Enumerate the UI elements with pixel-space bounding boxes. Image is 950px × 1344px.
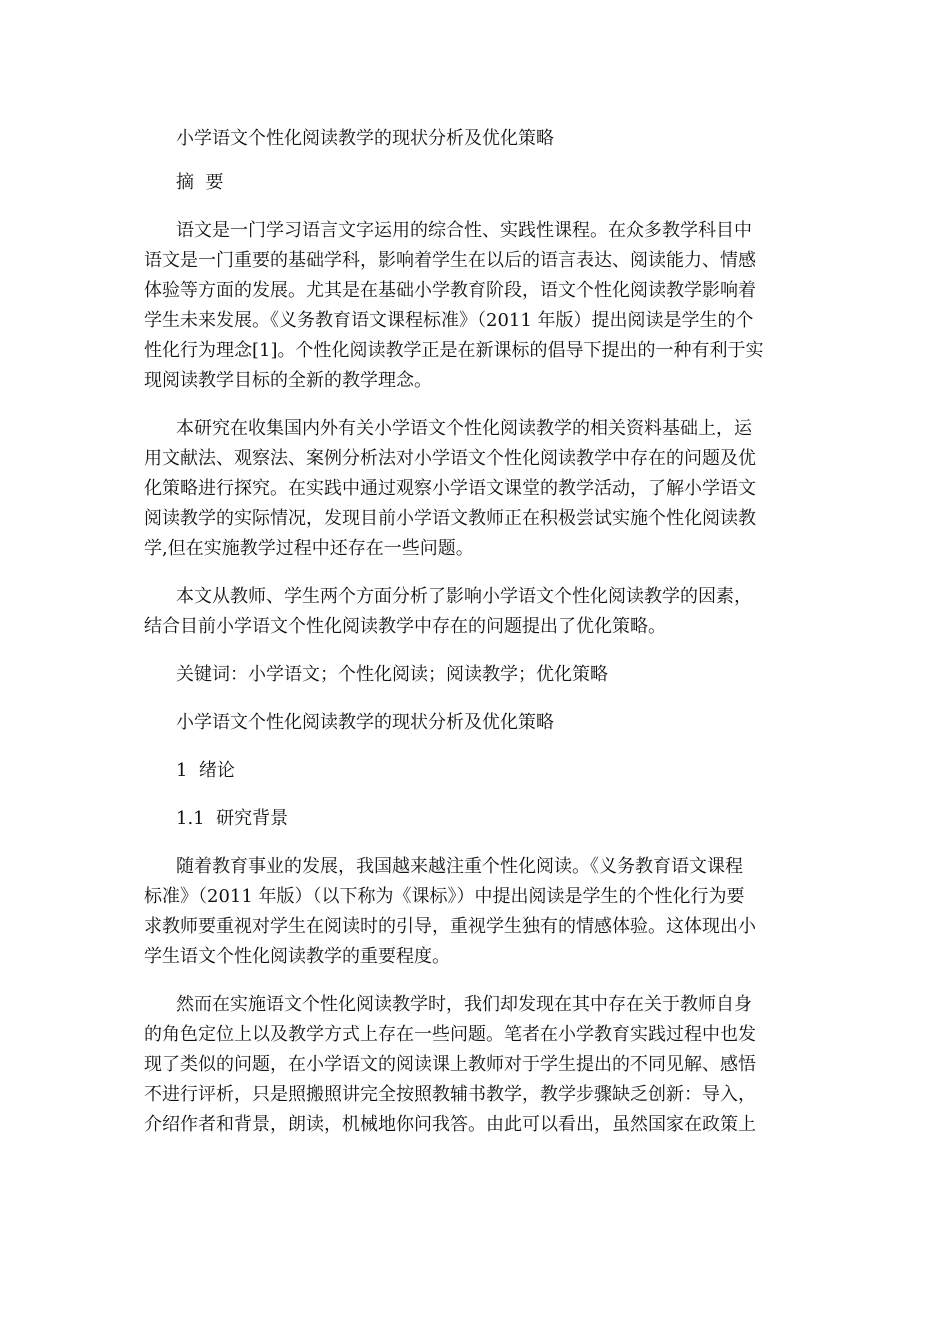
text-line: 语文是一门学习语言文字运用的综合性、实践性课程。在众多教学科目中 (176, 220, 752, 241)
text-line: 然而在实施语文个性化阅读教学时，我们却发现在其中存在关于教师自身 (176, 994, 752, 1015)
abstract-paragraph-1 (144, 216, 808, 396)
body-title: 小学语文个性化阅读教学的现状分析及优化策略 (176, 712, 554, 733)
text-line: 不进行评析，只是照搬照讲完全按照教辅书教学，教学步骤缺乏创新：导入， (144, 1084, 756, 1105)
text-line: 求教师要重视对学生在阅读时的引导，重视学生独有的情感体验。这体现出小 (144, 916, 756, 937)
section-heading-1-1: 1.1 研究背景 (176, 808, 289, 829)
document-title: 小学语文个性化阅读教学的现状分析及优化策略 (176, 128, 554, 149)
text-line: 学生语文个性化阅读教学的重要程度。 (144, 946, 450, 967)
text-line: 结合目前小学语文个性化阅读教学中存在的问题提出了优化策略。 (144, 616, 666, 637)
text-line: 体验等方面的发展。尤其是在基础小学教育阶段，语文个性化阅读教学影响着 (144, 280, 756, 301)
text-line: 学,但在实施教学过程中还存在一些问题。 (144, 538, 474, 559)
text-line: 学生未来发展。《义务教育语文课程标准》（2011 年版）提出阅读是学生的个 (144, 310, 754, 331)
text-line: 语文是一门重要的基础学科，影响着学生在以后的语言表达、阅读能力、情感 (144, 250, 756, 271)
abstract-paragraph-3 (144, 582, 808, 642)
abstract-heading: 摘 要 (176, 172, 224, 193)
section-heading-1: 1 绪论 (176, 760, 235, 781)
text-line: 现了类似的问题，在小学语文的阅读课上教师对于学生提出的不同见解、感悟 (144, 1054, 756, 1075)
document-page (144, 118, 808, 1158)
keywords: 关键词：小学语文；个性化阅读；阅读教学；优化策略 (176, 664, 608, 685)
text-line: 用文献法、观察法、案例分析法对小学语文个性化阅读教学中存在的问题及优 (144, 448, 756, 469)
text-line: 化策略进行探究。在实践中通过观察小学语文课堂的教学活动，了解小学语文 (144, 478, 756, 499)
text-line: 阅读教学的实际情况，发现目前小学语文教师正在积极尝试实施个性化阅读教 (144, 508, 756, 529)
text-line: 现阅读教学目标的全新的教学理念。 (144, 370, 432, 391)
text-line: 标准》（2011 年版）（以下称为《课标》）中提出阅读是学生的个性化行为要 (144, 886, 745, 907)
text-line: 本研究在收集国内外有关小学语文个性化阅读教学的相关资料基础上，运 (176, 418, 752, 439)
text-line: 随着教育事业的发展，我国越来越注重个性化阅读。《义务教育语文课程 (176, 856, 743, 877)
text-line: 的角色定位上以及教学方式上存在一些问题。笔者在小学教育实践过程中也发 (144, 1024, 756, 1045)
abstract-paragraph-2 (144, 414, 808, 564)
text-line: 性化行为理念[1]。个性化阅读教学正是在新课标的倡导下提出的一种有利于实 (144, 340, 764, 361)
text-line: 介绍作者和背景，朗读，机械地你问我答。由此可以看出，虽然国家在政策上 (144, 1114, 756, 1135)
text-line: 本文从教师、学生两个方面分析了影响小学语文个性化阅读教学的因素， (176, 586, 752, 607)
body-paragraph-2 (144, 990, 808, 1140)
body-paragraph-1 (144, 852, 808, 972)
